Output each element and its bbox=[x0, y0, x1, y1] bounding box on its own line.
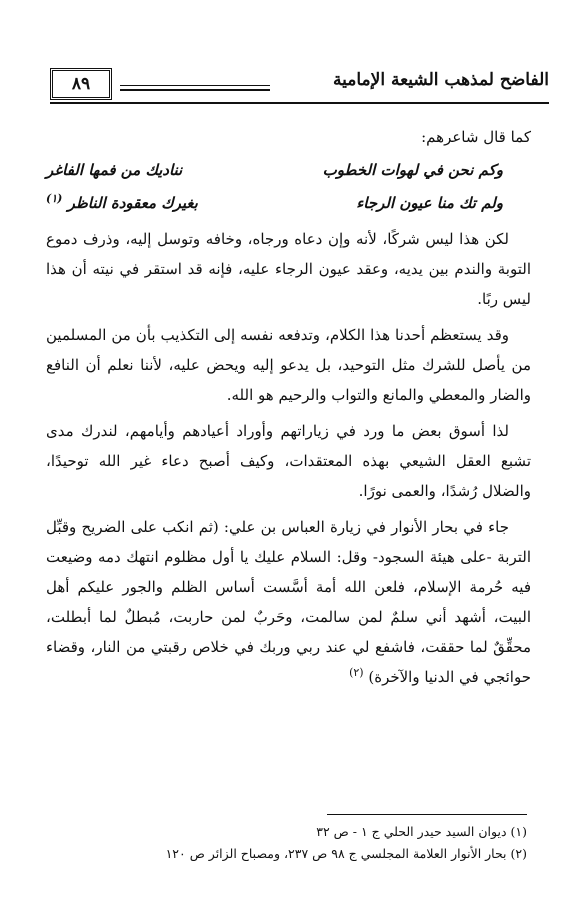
paragraph: لكن هذا ليس شركًا، لأنه وإن دعاه ورجاه، وخافه وتوسل إليه، وذرف دموع التوبة والندم بين يديه، وعقد عيون الرجاء عليه، فإنه قد استقر في نيته أن هذا ليس ربًا. bbox=[46, 230, 531, 308]
header-underline bbox=[50, 102, 549, 104]
running-title: الفاضح لمذهب الشيعة الإمامية bbox=[332, 70, 549, 90]
page-header bbox=[50, 68, 549, 104]
verse-hemistich: وكم نحن في لهوات الخطوب bbox=[322, 161, 503, 179]
footnote: (١) ديوان السيد حيدر الحلي ج ١ - ص ٣٢ bbox=[316, 824, 527, 839]
header-rule bbox=[120, 85, 270, 86]
footnote-divider bbox=[327, 814, 527, 815]
header-rule bbox=[120, 89, 270, 91]
paragraph: لذا أسوق بعض ما ورد في زياراتهم وأوراد أعيادهم وأيامهم، لندرك مدى تشبع العقل الشيعي بهذه المعتقدات، وكيف أصبح دعاء غير الله توحيدًا، والضلال رُشدًا، والعمى نورًا. bbox=[46, 422, 531, 500]
paragraph bbox=[46, 512, 531, 692]
verse-hemistich bbox=[46, 187, 198, 220]
verse-line bbox=[46, 154, 531, 187]
footnote: (٢) بحار الأنوار العلامة المجلسي ج ٩٨ ص ٢٣٧، ومصباح الزائر ص ١٢٠ bbox=[165, 846, 527, 861]
footnote-ref: (١) bbox=[46, 192, 63, 205]
footnotes bbox=[46, 814, 531, 865]
verse-hemistich: ولم تك منا عيون الرجاء bbox=[356, 194, 503, 212]
verse-line bbox=[46, 187, 531, 220]
paragraph: وقد يستعظم أحدنا هذا الكلام، وتدفعه نفسه إلى التكذيب بأن من المسلمين من يأصل للشرك مثل التوحيد، بل يدعو إليه ويحض عليه، لأننا نعلم أن النافع والضار والمعطي والمانع والتواب والرحيم هو الله. bbox=[46, 326, 531, 404]
intro-line: كما قال شاعرهم: bbox=[421, 128, 531, 146]
footnote-ref: (٢) bbox=[349, 666, 364, 679]
verse-hemistich: نناديك من فمها الفاغر bbox=[46, 161, 183, 179]
page-number: ٨٩ bbox=[50, 68, 112, 100]
main-text bbox=[46, 122, 531, 692]
verse-text: بغيرك معقودة الناظر bbox=[67, 194, 198, 212]
paragraph-text: جاء في بحار الأنوار في زيارة العباس بن علي: (ثم انكب على الضريح وقبِّل التربة -على هيئة السجود- وقل: السلام عليك يا أول مظلوم انتهك دمه وضيعت فيه حُرمة الإسلام، فلعن الله أمة أسَّست أساس الظلم والجور عليكم أهل البيت، أشهد أني سلمٌ لمن سالمت، وحَربٌ لمن حاربت، مُبطلٌ لما أبطلت، محقِّقٌ لما حققت، فاشفع لي عند ربي وربك في خلاص رقبتي من النار، وقضاء حوائجي في الدنيا والآخرة) bbox=[46, 518, 531, 686]
